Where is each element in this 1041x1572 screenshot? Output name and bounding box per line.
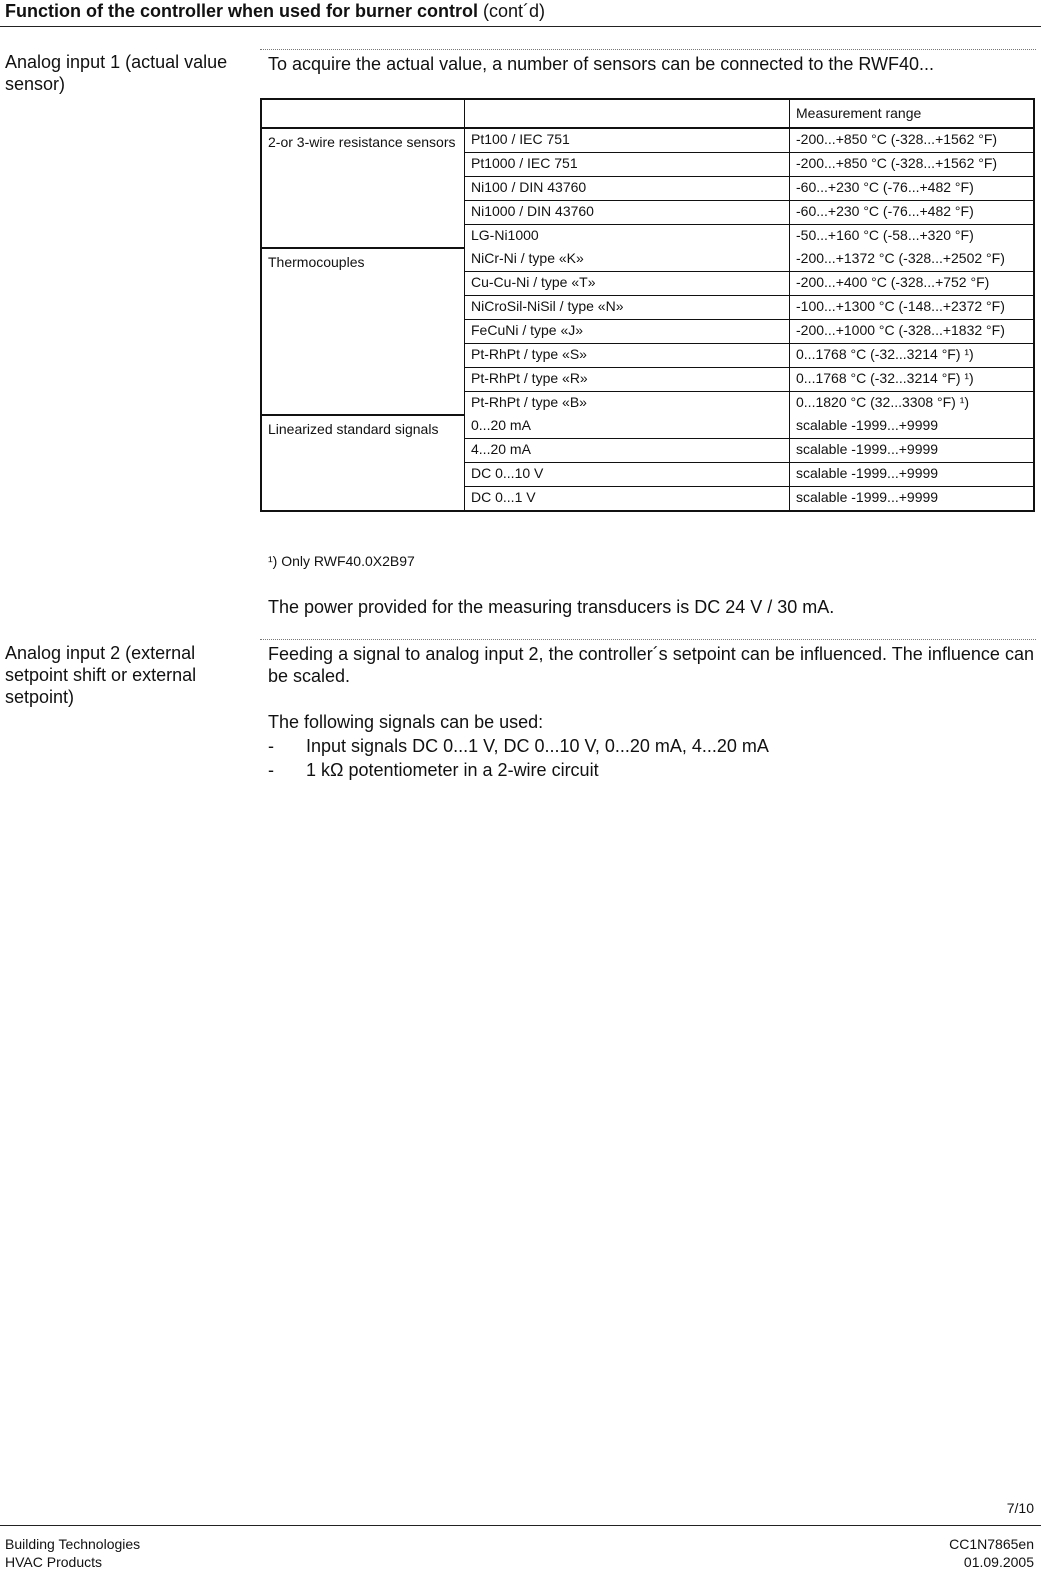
table-cell-sensor: Pt-RhPt / type «B»	[465, 392, 790, 416]
section2-dotted-rule	[260, 639, 1036, 640]
table-row	[261, 248, 1034, 272]
power-note: The power provided for the measuring transducers is DC 24 V / 30 mA.	[268, 597, 835, 617]
list-item-text: Input signals DC 0...1 V, DC 0...10 V, 0...20 mA, 4...20 mA	[306, 736, 769, 756]
list-marker: -	[268, 760, 274, 780]
footer-right	[949, 1535, 1034, 1571]
table-cell-sensor: Pt-RhPt / type «R»	[465, 368, 790, 392]
list-item	[268, 758, 769, 782]
signals-list-intro: The following signals can be used:	[268, 712, 544, 732]
table-cell-sensor: NiCroSil-NiSil / type «N»	[465, 296, 790, 320]
table-cell-sensor: DC 0...1 V	[465, 487, 790, 512]
footer-doc-number: CC1N7865en	[949, 1536, 1034, 1552]
table-footnote: ¹) Only RWF40.0X2B97	[268, 553, 415, 569]
table-cell-range: -100...+1300 °C (-148...+2372 °F)	[790, 296, 1035, 320]
table-cell-sensor: Ni1000 / DIN 43760	[465, 201, 790, 225]
footer-date: 01.09.2005	[963, 1554, 1034, 1570]
table-cell-sensor: Cu-Cu-Ni / type «T»	[465, 272, 790, 296]
table-cell-sensor: Pt1000 / IEC 751	[465, 153, 790, 177]
page-header-title	[5, 1, 545, 22]
table-header-range: Measurement range	[790, 99, 1035, 128]
table-cell-range: -200...+850 °C (-328...+1562 °F)	[790, 153, 1035, 177]
sensor-range-table	[260, 98, 1035, 512]
table-cell-sensor: Pt100 / IEC 751	[465, 128, 790, 153]
table-cell-range: scalable -1999...+9999	[790, 439, 1035, 463]
table-cell-range: scalable -1999...+9999	[796, 417, 939, 433]
section1-dotted-rule	[260, 49, 1036, 50]
table-row	[261, 415, 1034, 439]
table-header-empty-1	[261, 99, 465, 128]
table-cell-range: 0...1768 °C (-32...3214 °F) ¹)	[790, 344, 1035, 368]
footer-company: Building Technologies	[5, 1536, 141, 1552]
header-title-bold: Function of the controller when used for burner control	[5, 1, 479, 21]
table-cell-range: 0...1768 °C (-32...3214 °F) ¹)	[790, 368, 1035, 392]
signals-list	[268, 734, 769, 782]
table-group-label: Linearized standard signals	[261, 415, 465, 511]
table-cell-range: scalable -1999...+9999	[790, 487, 1035, 512]
table-cell-range: 0...1820 °C (32...3308 °F) ¹)	[790, 392, 1035, 416]
footer-rule	[0, 1525, 1041, 1526]
list-item-text: 1 kΩ potentiometer in a 2-wire circuit	[306, 760, 599, 780]
header-rule	[0, 26, 1041, 27]
table-cell-sensor: 4...20 mA	[465, 439, 790, 463]
table-cell-sensor: LG-Ni1000	[465, 225, 790, 249]
table-cell-range: -50...+160 °C (-58...+320 °F)	[790, 225, 1035, 249]
section2-paragraph: Feeding a signal to analog input 2, the controller´s setpoint can be influenced. The influence can be scaled.	[268, 644, 1034, 686]
section1-intro: To acquire the actual value, a number of sensors can be connected to the RWF40...	[268, 54, 935, 74]
table-cell-sensor: NiCr-Ni / type «K»	[465, 248, 790, 272]
table-header-row	[261, 99, 1034, 128]
table-group-label: 2-or 3-wire resistance sensors	[261, 128, 465, 248]
footer-left	[5, 1535, 140, 1571]
table-cell-range: -200...+1000 °C (-328...+1832 °F)	[790, 320, 1035, 344]
table-cell-range: -200...+850 °C (-328...+1562 °F)	[796, 131, 998, 147]
page-number: 7/10	[1006, 1500, 1034, 1516]
table-cell-sensor: FeCuNi / type «J»	[465, 320, 790, 344]
list-item	[268, 734, 769, 758]
section1-side-label: Analog input 1 (actual value sensor)	[5, 52, 228, 94]
header-title-suffix: (cont´d)	[478, 1, 546, 21]
table-cell-sensor: Ni100 / DIN 43760	[465, 177, 790, 201]
footer-division: HVAC Products	[5, 1554, 102, 1570]
table-cell-range: -60...+230 °C (-76...+482 °F)	[790, 201, 1035, 225]
section2-side-label: Analog input 2 (external setpoint shift or external setpoint)	[5, 643, 197, 707]
table-cell-range: -200...+400 °C (-328...+752 °F)	[790, 272, 1035, 296]
list-marker: -	[268, 736, 274, 756]
table-row	[261, 128, 1034, 153]
table-cell-sensor: DC 0...10 V	[465, 463, 790, 487]
table-cell-range: -60...+230 °C (-76...+482 °F)	[790, 177, 1035, 201]
table-cell-range: -200...+1372 °C (-328...+2502 °F)	[796, 250, 1005, 266]
table-cell-sensor: Pt-RhPt / type «S»	[465, 344, 790, 368]
table-group-label: Thermocouples	[261, 248, 465, 415]
table-cell-sensor: 0...20 mA	[465, 415, 790, 439]
table-header-empty-2	[465, 99, 790, 128]
table-cell-range: scalable -1999...+9999	[790, 463, 1035, 487]
